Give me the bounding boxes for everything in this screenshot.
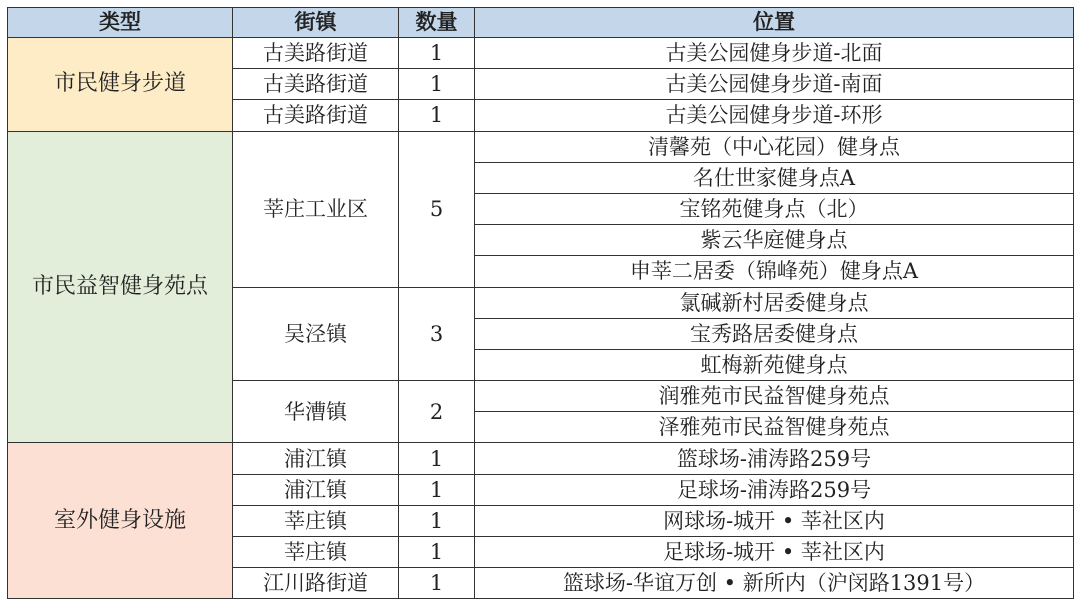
count-cell: 3 (399, 287, 475, 381)
location-cell: 紫云华庭健身点 (475, 225, 1074, 256)
table-row (8, 443, 1074, 474)
count-cell: 1 (399, 69, 475, 100)
location-cell: 古美公园健身步道-北面 (475, 38, 1074, 69)
street-cell: 浦江镇 (233, 474, 399, 505)
street-cell: 古美路街道 (233, 69, 399, 100)
type-cell-walking-trail: 市民健身步道 (8, 38, 233, 132)
street-cell: 华漕镇 (233, 381, 399, 443)
location-cell: 篮球场-华谊万创 • 新所内（沪闵路1391号） (475, 568, 1074, 599)
count-cell: 1 (399, 38, 475, 69)
location-cell: 润雅苑市民益智健身苑点 (475, 381, 1074, 412)
location-cell: 宝秀路居委健身点 (475, 318, 1074, 349)
type-cell-fitness-park: 市民益智健身苑点 (8, 131, 233, 443)
location-cell: 篮球场-浦涛路259号 (475, 443, 1074, 474)
location-cell: 清馨苑（中心花园）健身点 (475, 131, 1074, 162)
location-cell: 宝铭苑健身点（北） (475, 193, 1074, 224)
table-row (8, 131, 1074, 162)
type-cell-outdoor-facility: 室外健身设施 (8, 443, 233, 599)
header-row (8, 8, 1074, 38)
header-type: 类型 (8, 8, 233, 38)
count-cell: 1 (399, 568, 475, 599)
street-cell: 吴泾镇 (233, 287, 399, 381)
location-cell: 古美公园健身步道-南面 (475, 69, 1074, 100)
street-cell: 莘庄镇 (233, 537, 399, 568)
location-cell: 足球场-城开 • 莘社区内 (475, 537, 1074, 568)
location-cell: 申莘二居委（锦峰苑）健身点A (475, 256, 1074, 287)
location-cell: 古美公园健身步道-环形 (475, 100, 1074, 131)
count-cell: 2 (399, 381, 475, 443)
header-count: 数量 (399, 8, 475, 38)
count-cell: 1 (399, 100, 475, 131)
location-cell: 网球场-城开 • 莘社区内 (475, 505, 1074, 536)
location-cell: 足球场-浦涛路259号 (475, 474, 1074, 505)
street-cell: 古美路街道 (233, 100, 399, 131)
street-cell: 古美路街道 (233, 38, 399, 69)
count-cell: 1 (399, 443, 475, 474)
count-cell: 1 (399, 505, 475, 536)
facilities-table (7, 7, 1074, 599)
street-cell: 江川路街道 (233, 568, 399, 599)
location-cell: 名仕世家健身点A (475, 162, 1074, 193)
street-cell: 浦江镇 (233, 443, 399, 474)
location-cell: 氯碱新村居委健身点 (475, 287, 1074, 318)
location-cell: 虹梅新苑健身点 (475, 349, 1074, 380)
header-location: 位置 (475, 8, 1074, 38)
count-cell: 1 (399, 537, 475, 568)
street-cell: 莘庄镇 (233, 505, 399, 536)
table-row (8, 38, 1074, 69)
street-cell: 莘庄工业区 (233, 131, 399, 287)
count-cell: 1 (399, 474, 475, 505)
location-cell: 泽雅苑市民益智健身苑点 (475, 412, 1074, 443)
count-cell: 5 (399, 131, 475, 287)
header-street: 街镇 (233, 8, 399, 38)
